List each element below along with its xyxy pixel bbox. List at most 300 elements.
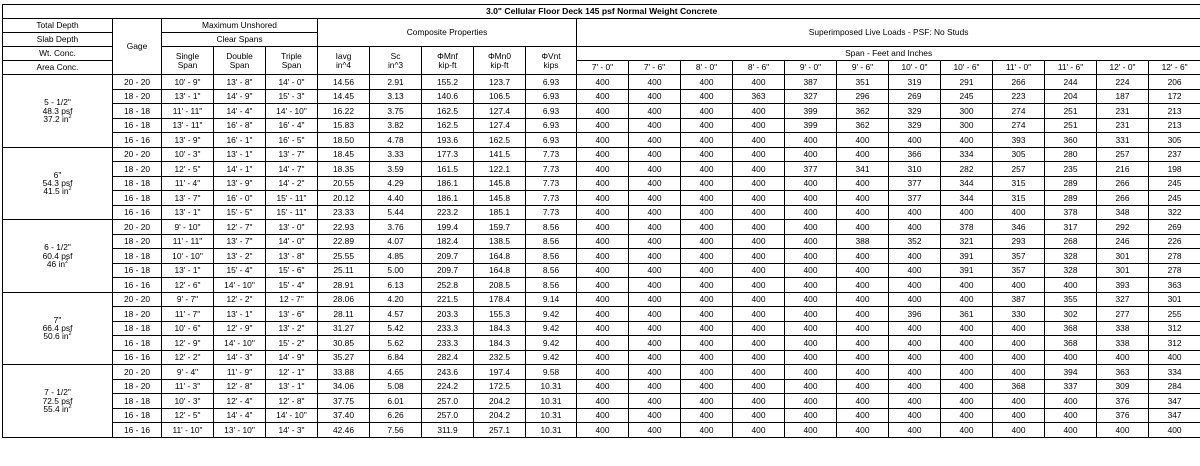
area-exponent: 2: [68, 186, 72, 193]
sc-cell: 4.40: [370, 191, 422, 206]
sc-cell: 6.26: [370, 408, 422, 423]
live-load-cell: 226: [1149, 234, 1200, 249]
live-load-cell: 341: [837, 162, 889, 177]
live-load-cell: 322: [1149, 205, 1200, 220]
triple-cell: 12 - 7": [266, 292, 318, 307]
live-load-cell: 400: [889, 263, 941, 278]
slab-depth-cell: [3, 365, 113, 438]
live-load-cell: 400: [837, 147, 889, 162]
iavg-cell: 14.45: [318, 89, 370, 104]
double-cell: 13' - 1": [214, 307, 266, 322]
vnt-cell: 6.93: [526, 133, 577, 148]
concrete-area: 37.2 in: [43, 113, 69, 124]
iavg-cell: 20.55: [318, 176, 370, 191]
live-load-cell: 400: [993, 365, 1045, 380]
live-load-cell: 400: [629, 118, 681, 133]
live-load-cell: 400: [577, 147, 629, 162]
vnt-cell: 9.58: [526, 365, 577, 380]
live-load-cell: 400: [681, 176, 733, 191]
gage-cell: 20 - 20: [113, 365, 162, 380]
live-load-cell: 368: [1045, 321, 1097, 336]
live-load-cell: 266: [1097, 176, 1149, 191]
vnt-cell: 8.56: [526, 220, 577, 235]
live-load-cell: 400: [577, 104, 629, 119]
live-load-cell: 257: [993, 162, 1045, 177]
live-load-cell: 400: [681, 379, 733, 394]
live-load-cell: 362: [837, 104, 889, 119]
vnt-cell: 7.73: [526, 191, 577, 206]
mnf-cell: 177.3: [422, 147, 474, 162]
live-load-cell: 368: [1045, 336, 1097, 351]
live-load-cell: 400: [733, 408, 785, 423]
header-superimposed: Superimposed Live Loads - PSF: No Studs: [577, 19, 1200, 47]
slab-depth-cell: [3, 292, 113, 365]
live-load-cell: 289: [1045, 176, 1097, 191]
sc-cell: 2.91: [370, 75, 422, 90]
live-load-cell: 321: [941, 234, 993, 249]
live-load-cell: 400: [993, 321, 1045, 336]
concrete-weight: 72.5 psf: [42, 395, 73, 406]
slab-depth: 6 - 1/2": [44, 242, 71, 253]
live-load-cell: 400: [733, 162, 785, 177]
concrete-weight: 66.4 psf: [42, 323, 73, 334]
single-cell: 13' - 11": [162, 118, 214, 133]
live-load-cell: 266: [1097, 191, 1149, 206]
title-row: [3, 5, 1200, 19]
live-load-cell: 400: [785, 379, 837, 394]
double-cell: 11' - 9": [214, 365, 266, 380]
live-load-cell: 400: [629, 321, 681, 336]
live-load-cell: 344: [941, 191, 993, 206]
double-cell: 13' - 2": [214, 249, 266, 264]
area-exponent: 2: [68, 404, 72, 411]
gage-cell: 16 - 18: [113, 336, 162, 351]
iavg-cell: 22.93: [318, 220, 370, 235]
live-load-cell: 400: [837, 133, 889, 148]
live-load-cell: 400: [941, 423, 993, 438]
live-load-cell: 400: [993, 205, 1045, 220]
single-cell: 12' - 6": [162, 278, 214, 293]
live-load-cell: 400: [733, 394, 785, 409]
single-cell: 10' - 10": [162, 249, 214, 264]
live-load-cell: 400: [733, 205, 785, 220]
live-load-cell: 400: [629, 423, 681, 438]
mnf-cell: 257.0: [422, 394, 474, 409]
live-load-cell: 224: [1097, 75, 1149, 90]
live-load-cell: 331: [1097, 133, 1149, 148]
span-header-cell: 11' - 0": [993, 61, 1045, 75]
live-load-cell: 400: [785, 394, 837, 409]
double-cell: 13' - 7": [214, 234, 266, 249]
triple-cell: 13' - 6": [266, 307, 318, 322]
live-load-cell: 274: [993, 118, 1045, 133]
live-load-cell: 400: [629, 249, 681, 264]
slab-depth-cell: [3, 220, 113, 293]
double-cell: 15' - 4": [214, 263, 266, 278]
iavg-cell: 20.12: [318, 191, 370, 206]
mn0-cell: 141.5: [474, 147, 526, 162]
vnt-cell: 10.31: [526, 394, 577, 409]
slab-depth: 6": [53, 169, 62, 180]
live-load-cell: 400: [681, 234, 733, 249]
triple-cell: 15' - 4": [266, 278, 318, 293]
double-cell: 12' - 4": [214, 394, 266, 409]
live-load-cell: 309: [1097, 379, 1149, 394]
live-load-cell: 400: [837, 191, 889, 206]
live-load-cell: 400: [577, 191, 629, 206]
live-load-cell: 400: [577, 307, 629, 322]
live-load-cell: 400: [785, 176, 837, 191]
live-load-cell: 400: [837, 278, 889, 293]
span-header-cell: 9' - 6": [837, 61, 889, 75]
sc-cell: 3.75: [370, 104, 422, 119]
live-load-cell: 400: [1045, 423, 1097, 438]
live-load-cell: 400: [577, 278, 629, 293]
live-load-cell: 377: [889, 191, 941, 206]
live-load-cell: 245: [1149, 191, 1200, 206]
single-cell: 12' - 2": [162, 350, 214, 365]
live-load-cell: 400: [785, 408, 837, 423]
single-cell: 11' - 11": [162, 234, 214, 249]
iavg-cell: 31.27: [318, 321, 370, 336]
live-load-cell: 362: [837, 118, 889, 133]
live-load-cell: 400: [681, 133, 733, 148]
vnt-cell: 9.14: [526, 292, 577, 307]
table-row: [3, 205, 1200, 220]
label-wt-conc: Wt. Conc.: [3, 47, 113, 61]
live-load-cell: 400: [577, 394, 629, 409]
table-row: [3, 89, 1200, 104]
mn0-cell: 164.8: [474, 263, 526, 278]
label-slab-depth: Slab Depth: [3, 33, 113, 47]
live-load-cell: 400: [837, 423, 889, 438]
iavg-cell: 18.35: [318, 162, 370, 177]
live-load-cell: 400: [629, 104, 681, 119]
vnt-cell: 6.93: [526, 75, 577, 90]
iavg-cell: 23.33: [318, 205, 370, 220]
live-load-cell: 391: [941, 263, 993, 278]
mnf-cell: 224.2: [422, 379, 474, 394]
live-load-cell: 400: [837, 350, 889, 365]
live-load-cell: 328: [1045, 263, 1097, 278]
slab-depth: 5 - 1/2": [44, 97, 71, 108]
live-load-cell: 301: [1097, 249, 1149, 264]
concrete-weight: 48.3 psf: [42, 105, 73, 116]
live-load-cell: 400: [577, 249, 629, 264]
live-load-cell: 400: [785, 365, 837, 380]
live-load-cell: 400: [785, 336, 837, 351]
gage-cell: 16 - 18: [113, 191, 162, 206]
sc-cell: 5.08: [370, 379, 422, 394]
live-load-cell: 400: [681, 263, 733, 278]
table-row: [3, 75, 1200, 90]
live-load-cell: 400: [889, 133, 941, 148]
live-load-cell: 357: [993, 263, 1045, 278]
live-load-cell: 400: [577, 75, 629, 90]
gage-cell: 18 - 18: [113, 176, 162, 191]
single-cell: 13' - 1": [162, 263, 214, 278]
live-load-cell: 400: [941, 379, 993, 394]
live-load-cell: 400: [681, 321, 733, 336]
live-load-cell: 400: [577, 176, 629, 191]
span-header-cell: 8' - 0": [681, 61, 733, 75]
mn0-cell: 164.8: [474, 249, 526, 264]
header-triple-span: Triple Span: [266, 47, 318, 75]
triple-cell: 12' - 8": [266, 394, 318, 409]
live-load-cell: 400: [681, 292, 733, 307]
double-cell: 13' - 10": [214, 423, 266, 438]
live-load-cell: 400: [1097, 350, 1149, 365]
vnt-cell: 7.73: [526, 147, 577, 162]
live-load-cell: 400: [993, 408, 1045, 423]
table-row: [3, 234, 1200, 249]
mn0-cell: 257.1: [474, 423, 526, 438]
live-load-cell: 400: [577, 220, 629, 235]
live-load-cell: 400: [629, 408, 681, 423]
live-load-cell: 400: [1149, 423, 1200, 438]
iavg-cell: 30.85: [318, 336, 370, 351]
live-load-cell: 400: [785, 234, 837, 249]
live-load-cell: 400: [889, 423, 941, 438]
live-load-cell: 231: [1097, 118, 1149, 133]
table-row: [3, 321, 1200, 336]
mn0-cell: 232.5: [474, 350, 526, 365]
live-load-cell: 400: [941, 205, 993, 220]
live-load-cell: 400: [629, 263, 681, 278]
mn0-cell: 127.4: [474, 118, 526, 133]
live-load-cell: 394: [1045, 365, 1097, 380]
live-load-cell: 400: [629, 220, 681, 235]
single-cell: 11' - 10": [162, 423, 214, 438]
live-load-cell: 172: [1149, 89, 1200, 104]
triple-cell: 15' - 11": [266, 205, 318, 220]
sc-cell: 7.56: [370, 423, 422, 438]
single-cell: 11' - 3": [162, 379, 214, 394]
header-double-span: Double Span: [214, 47, 266, 75]
header-row-3: [3, 47, 1200, 61]
live-load-cell: 251: [1045, 104, 1097, 119]
live-load-cell: 282: [941, 162, 993, 177]
header-iavg: Iavg in^4: [318, 47, 370, 75]
live-load-cell: 278: [1149, 249, 1200, 264]
mn0-cell: 106.5: [474, 89, 526, 104]
live-load-cell: 305: [1149, 133, 1200, 148]
vnt-cell: 8.56: [526, 263, 577, 278]
vnt-cell: 6.93: [526, 104, 577, 119]
span-header-cell: 10' - 0": [889, 61, 941, 75]
live-load-cell: 387: [993, 292, 1045, 307]
live-load-cell: 244: [1045, 75, 1097, 90]
live-load-cell: 400: [889, 365, 941, 380]
sc-cell: 6.01: [370, 394, 422, 409]
mnf-cell: 209.7: [422, 249, 474, 264]
header-gage: Gage: [113, 19, 162, 75]
mn0-cell: 184.3: [474, 321, 526, 336]
live-load-cell: 301: [1097, 263, 1149, 278]
live-load-cell: 300: [941, 104, 993, 119]
live-load-cell: 315: [993, 176, 1045, 191]
live-load-cell: 400: [577, 321, 629, 336]
header-mn0: ΦMn0 kip-ft: [474, 47, 526, 75]
live-load-cell: 400: [681, 89, 733, 104]
live-load-cell: 387: [785, 75, 837, 90]
live-load-cell: 223: [993, 89, 1045, 104]
live-load-cell: 355: [1045, 292, 1097, 307]
live-load-cell: 400: [837, 292, 889, 307]
live-load-cell: 400: [681, 162, 733, 177]
live-load-cell: 274: [993, 104, 1045, 119]
live-load-cell: 400: [785, 292, 837, 307]
single-cell: 10' - 9": [162, 75, 214, 90]
mn0-cell: 162.5: [474, 133, 526, 148]
live-load-cell: 213: [1149, 118, 1200, 133]
live-load-cell: 400: [993, 278, 1045, 293]
iavg-cell: 34.06: [318, 379, 370, 394]
triple-cell: 13' - 0": [266, 220, 318, 235]
live-load-cell: 377: [785, 162, 837, 177]
live-load-cell: 310: [889, 162, 941, 177]
gage-cell: 18 - 18: [113, 394, 162, 409]
gage-cell: 16 - 18: [113, 408, 162, 423]
iavg-cell: 33.88: [318, 365, 370, 380]
vnt-cell: 7.73: [526, 162, 577, 177]
mnf-cell: 162.5: [422, 118, 474, 133]
live-load-cell: 400: [733, 191, 785, 206]
live-load-cell: 400: [629, 133, 681, 148]
live-load-cell: 378: [941, 220, 993, 235]
triple-cell: 13' - 2": [266, 321, 318, 336]
live-load-cell: 400: [941, 292, 993, 307]
live-load-cell: 334: [941, 147, 993, 162]
mn0-cell: 159.7: [474, 220, 526, 235]
sc-cell: 5.62: [370, 336, 422, 351]
sc-cell: 5.42: [370, 321, 422, 336]
sc-cell: 3.13: [370, 89, 422, 104]
triple-cell: 12' - 1": [266, 365, 318, 380]
triple-cell: 16' - 4": [266, 118, 318, 133]
live-load-cell: 400: [681, 307, 733, 322]
gage-cell: 18 - 18: [113, 104, 162, 119]
live-load-cell: 198: [1149, 162, 1200, 177]
live-load-cell: 301: [1149, 292, 1200, 307]
live-load-cell: 400: [1097, 423, 1149, 438]
live-load-cell: 400: [941, 336, 993, 351]
table-row: [3, 365, 1200, 380]
live-load-cell: 400: [629, 336, 681, 351]
table-row: [3, 336, 1200, 351]
triple-cell: 15' - 6": [266, 263, 318, 278]
header-span-feet: Span - Feet and Inches: [577, 47, 1200, 61]
live-load-cell: 213: [1149, 104, 1200, 119]
triple-cell: 13' - 7": [266, 147, 318, 162]
sc-cell: 3.82: [370, 118, 422, 133]
live-load-cell: 400: [785, 133, 837, 148]
mnf-cell: 186.1: [422, 176, 474, 191]
header-clear-spans: Clear Spans: [162, 33, 318, 47]
live-load-cell: 400: [785, 263, 837, 278]
table-row: [3, 307, 1200, 322]
live-load-cell: 245: [941, 89, 993, 104]
double-cell: 13' - 8": [214, 75, 266, 90]
live-load-cell: 400: [889, 321, 941, 336]
vnt-cell: 10.31: [526, 408, 577, 423]
sc-cell: 5.44: [370, 205, 422, 220]
header-sc: Sc in^3: [370, 47, 422, 75]
live-load-cell: 400: [733, 379, 785, 394]
header-vnt: ΦVnt kips: [526, 47, 577, 75]
vnt-cell: 10.31: [526, 423, 577, 438]
live-load-cell: 400: [629, 176, 681, 191]
concrete-area-wrap: [3, 332, 112, 340]
live-load-cell: 235: [1045, 162, 1097, 177]
triple-cell: 14' - 9": [266, 350, 318, 365]
single-cell: 9' - 7": [162, 292, 214, 307]
live-load-cell: 400: [785, 205, 837, 220]
mnf-cell: 193.6: [422, 133, 474, 148]
header-max-unshored: Maximum Unshored: [162, 19, 318, 33]
live-load-cell: 400: [577, 292, 629, 307]
live-load-cell: 400: [629, 162, 681, 177]
table-row: [3, 220, 1200, 235]
live-load-cell: 363: [1097, 365, 1149, 380]
live-load-cell: 400: [837, 379, 889, 394]
single-cell: 11' - 4": [162, 176, 214, 191]
live-load-cell: 368: [993, 379, 1045, 394]
live-load-cell: 302: [1045, 307, 1097, 322]
sc-cell: 4.78: [370, 133, 422, 148]
live-load-cell: 338: [1097, 336, 1149, 351]
live-load-cell: 400: [785, 249, 837, 264]
live-load-cell: 400: [785, 321, 837, 336]
table-row: [3, 191, 1200, 206]
live-load-cell: 344: [941, 176, 993, 191]
live-load-cell: 400: [941, 321, 993, 336]
iavg-cell: 37.40: [318, 408, 370, 423]
iavg-cell: 22.89: [318, 234, 370, 249]
live-load-cell: 400: [629, 191, 681, 206]
live-load-cell: 400: [577, 133, 629, 148]
live-load-cell: 337: [1045, 379, 1097, 394]
sc-cell: 4.57: [370, 307, 422, 322]
live-load-cell: 400: [577, 205, 629, 220]
single-cell: 10' - 6": [162, 321, 214, 336]
double-cell: 12' - 2": [214, 292, 266, 307]
table-row: [3, 423, 1200, 438]
iavg-cell: 18.45: [318, 147, 370, 162]
live-load-cell: 269: [889, 89, 941, 104]
mn0-cell: 208.5: [474, 278, 526, 293]
live-load-cell: 400: [629, 365, 681, 380]
live-load-cell: 400: [837, 220, 889, 235]
live-load-cell: 400: [681, 118, 733, 133]
live-load-cell: 328: [1045, 249, 1097, 264]
triple-cell: 14' - 2": [266, 176, 318, 191]
triple-cell: 14' - 0": [266, 234, 318, 249]
live-load-cell: 251: [1045, 118, 1097, 133]
live-load-cell: 393: [1097, 278, 1149, 293]
live-load-cell: 296: [837, 89, 889, 104]
vnt-cell: 10.31: [526, 379, 577, 394]
live-load-cell: 400: [681, 336, 733, 351]
live-load-cell: 312: [1149, 321, 1200, 336]
mn0-cell: 123.7: [474, 75, 526, 90]
mnf-cell: 140.6: [422, 89, 474, 104]
live-load-cell: 187: [1097, 89, 1149, 104]
mnf-cell: 252.8: [422, 278, 474, 293]
live-load-cell: 347: [1149, 408, 1200, 423]
live-load-cell: 346: [993, 220, 1045, 235]
sc-cell: 4.65: [370, 365, 422, 380]
